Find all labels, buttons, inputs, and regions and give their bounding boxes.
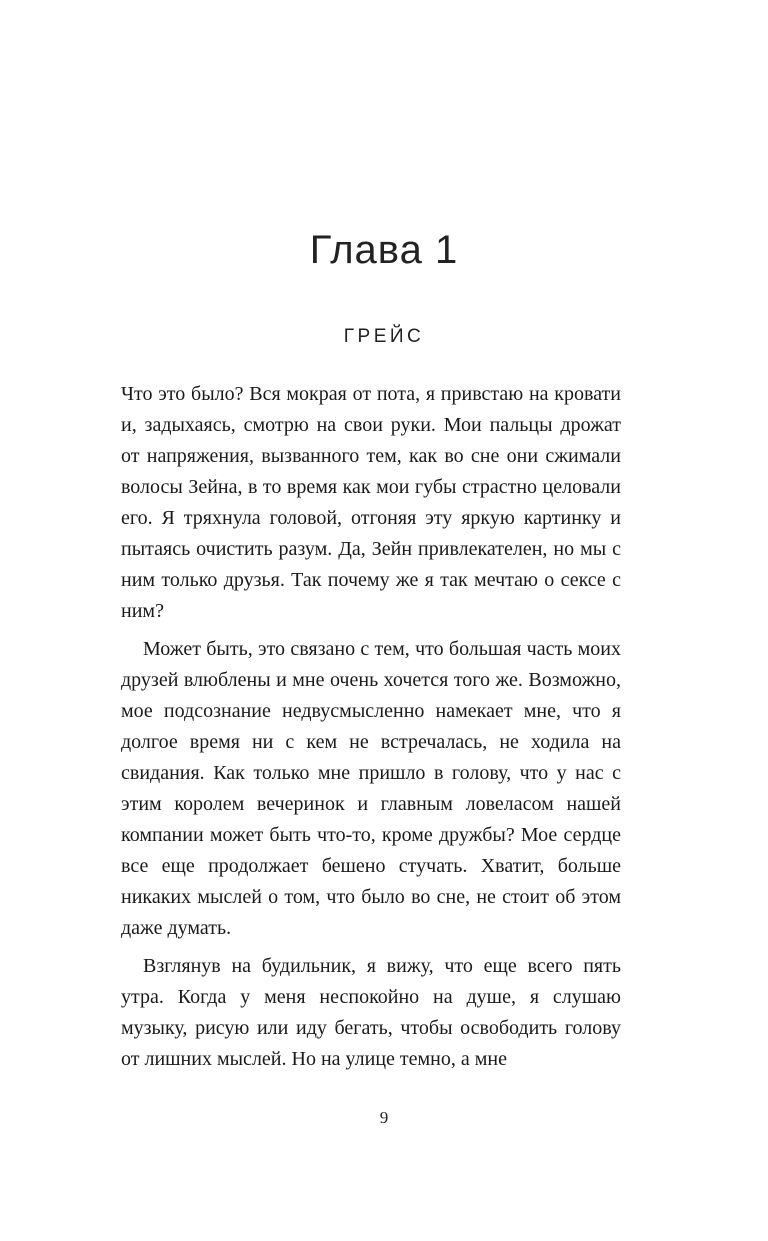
body-text	[121, 379, 621, 1082]
chapter-title: Глава 1	[309, 228, 459, 272]
page-number: 9	[379, 1108, 389, 1127]
paragraph-2: Может быть, это связано с тем, что большая часть моих друзей влюблены и мне очень хочется того же. Возможно, мое подсознание недвусмысленно намекает мне, что я долгое время ни с кем не встречалась, не ходила на свидания. Как только мне пришло в голову, что у нас с этим королем вечеринок и главным ловеласом нашей компании может быть что-то, кроме дружбы? Мое сердце все еще продолжает бешено стучать. Хватит, больше никаких мыслей о том, что было во сне, не стоит об этом даже думать.	[121, 638, 621, 939]
paragraph-1: Что это было? Вся мокрая от пота, я привстаю на кровати и, задыхаясь, смотрю на свои руки. Мои пальцы дрожат от напряжения, вызванного тем, как во сне они сжимали волосы Зейна, в то время как мои губы страстно целовали его. Я тряхнула головой, отгоняя эту яркую картинку и пытаясь очистить разум. Да, Зейн привлекателен, но мы с ним только друзья. Так почему же я так мечтаю о сексе с ним?	[121, 383, 621, 622]
paragraph-3: Взглянув на будильник, я вижу, что еще всего пять утра. Когда у меня неспокойно на душе, я слушаю музыку, рисую или иду бегать, чтобы освободить голову от лишних мыслей. Но на улице темно, а мне	[121, 955, 621, 1070]
chapter-character-name: ГРЕЙС	[343, 326, 425, 347]
